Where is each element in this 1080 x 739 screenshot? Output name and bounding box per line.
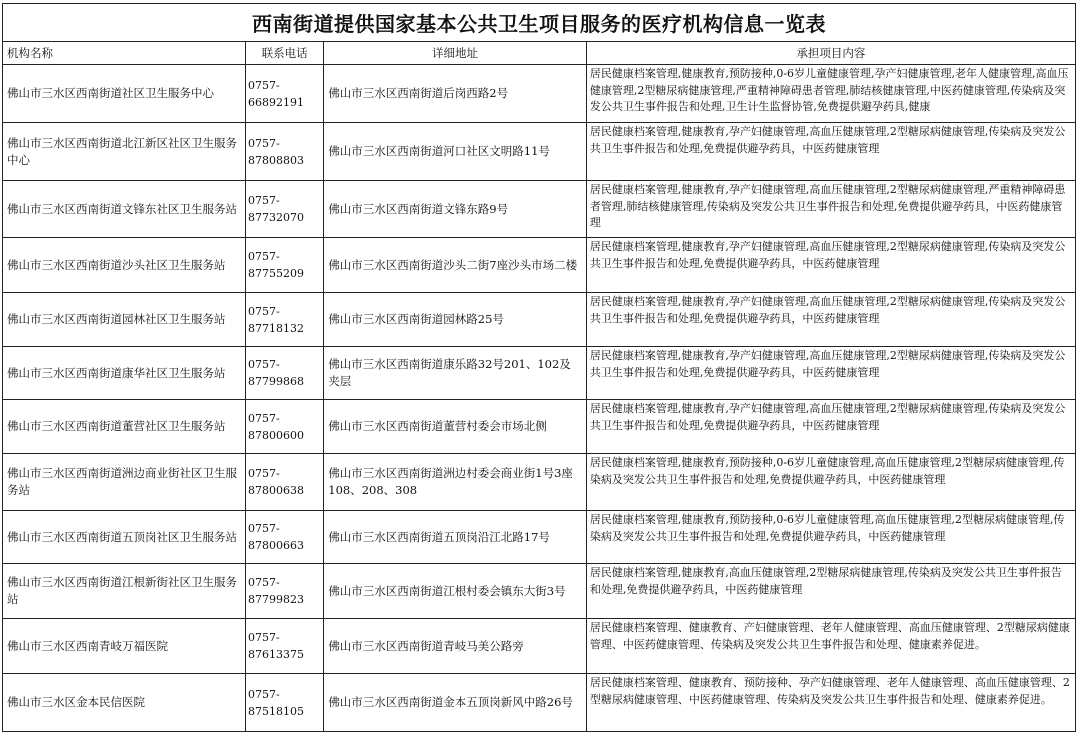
institution-table: [2, 3, 1076, 732]
address-cell: [324, 181, 587, 238]
institution-name-cell-text: 佛山市三水区西南街道社区卫生服务中心: [7, 86, 214, 100]
table-row: [3, 347, 1076, 400]
address-cell: [324, 293, 587, 347]
phone-cell: [246, 123, 324, 181]
service-content-cell: [586, 181, 1075, 238]
address-cell: [324, 511, 587, 564]
header-institution-name: 机构名称: [3, 42, 246, 65]
institution-name-cell-text: 佛山市三水区西南街道康华社区卫生服务站: [7, 365, 226, 380]
institution-info-sheet: [2, 3, 1076, 732]
institution-name-cell: [3, 293, 246, 347]
table-row: [3, 293, 1076, 347]
service-content-cell: [586, 293, 1075, 347]
institution-name-cell: [3, 65, 246, 123]
service-content-cell: [586, 674, 1075, 732]
institution-name-cell-text: 佛山市三水区西南街道董营社区卫生服务站: [7, 419, 226, 433]
address-cell-text: 佛山市三水区西南街道康乐路32号201、102及夹层: [328, 357, 571, 388]
institution-name-cell-text: 佛山市三水区西南街道五顶岗社区卫生服务站: [7, 529, 237, 544]
address-cell-text: 佛山市三水区西南街道河口社区文明路11号: [328, 144, 550, 158]
service-content-cell: [586, 123, 1075, 181]
institution-name-cell: [3, 400, 246, 454]
institution-name-cell-text: 佛山市三水区西南街道沙头社区卫生服务站: [7, 257, 226, 272]
phone-cell: [246, 181, 324, 238]
phone-cell: [246, 347, 324, 400]
phone-cell-text: 0757-87518105: [248, 687, 305, 718]
service-content-cell-text: 居民健康档案管理,健康教育,孕产妇健康管理,高血压健康管理,2型糖尿病健康管理,传染病及突发公共卫生事件报告和处理,免费提供避孕药具，中医药健康管理: [589, 240, 1066, 270]
institution-name-cell-text: 佛山市三水区西南街道文锋东社区卫生服务站: [7, 201, 237, 216]
header-phone: 联系电话: [246, 42, 324, 65]
institution-name-cell: [3, 123, 246, 181]
title-row: [3, 4, 1076, 42]
address-cell: [324, 619, 587, 674]
phone-cell: [246, 619, 324, 674]
service-content-cell-text: 居民健康档案管理、健康教育、预防接种、孕产妇健康管理、老年人健康管理、高血压健康管理、2型糖尿病健康管理、中医药健康管理、传染病及突发公共卫生事件报告和处理、健康素养促进。: [589, 676, 1070, 706]
address-cell: [324, 400, 587, 454]
institution-name-cell-text: 佛山市三水区西南街道江根新街社区卫生服务站: [7, 575, 237, 606]
service-content-cell-text: 居民健康档案管理,健康教育,孕产妇健康管理,高血压健康管理,2型糖尿病健康管理,传染病及突发公共卫生事件报告和处理,免费提供避孕药具，中医药健康管理: [589, 402, 1066, 432]
phone-cell-text: 0757-87718132: [248, 304, 305, 335]
table-row: [3, 674, 1076, 732]
table-row: [3, 238, 1076, 293]
phone-cell: [246, 293, 324, 347]
institution-name-cell: [3, 238, 246, 293]
institution-name-cell-text: 佛山市三水区西南青岐万福医院: [7, 638, 168, 653]
phone-cell-text: 0757-87808803: [248, 136, 305, 167]
phone-cell-text: 0757-87613375: [248, 631, 305, 661]
address-cell: [324, 347, 587, 400]
phone-cell: [246, 511, 324, 564]
address-cell-text: 佛山市三水区西南街道洲边村委会商业街1号3座108、208、308: [328, 466, 573, 497]
phone-cell-text: 0757-87732070: [248, 194, 305, 224]
service-content-cell: [586, 65, 1075, 123]
table-row: [3, 181, 1076, 238]
table-row: [3, 454, 1076, 511]
service-content-cell-text: 居民健康档案管理,健康教育,孕产妇健康管理,高血压健康管理,2型糖尿病健康管理,传染病及突发公共卫生事件报告和处理,免费提供避孕药具，中医药健康管理: [589, 295, 1066, 325]
service-content-cell-text: 居民健康档案管理,健康教育,预防接种,0-6岁儿童健康管理,孕产妇健康管理,老年人健康管理,高血压健康管理,2型糖尿病健康管理,严重精神障碍患者管理,肺结核健康管理,中医药健康管理,传染病及突发公共卫生事件报告和处理,卫生计生监督协管,免费提供避孕药具,健康: [589, 67, 1069, 113]
service-content-cell-text: 居民健康档案管理,健康教育,孕产妇健康管理,高血压健康管理,2型糖尿病健康管理,传染病及突发公共卫生事件报告和处理,免费提供避孕药具，中医药健康管理: [589, 125, 1066, 155]
phone-cell-text: 0757-87800663: [248, 522, 305, 552]
service-content-cell: [586, 619, 1075, 674]
address-cell-text: 佛山市三水区西南街道园林路25号: [328, 312, 504, 326]
address-cell: [324, 65, 587, 123]
phone-cell: [246, 564, 324, 619]
institution-name-cell: [3, 181, 246, 238]
table-row: [3, 564, 1076, 619]
header-row: [3, 42, 1076, 65]
table-row: [3, 400, 1076, 454]
institution-name-cell: [3, 347, 246, 400]
address-cell: [324, 123, 587, 181]
service-content-cell-text: 居民健康档案管理、健康教育、产妇健康管理、老年人健康管理、高血压健康管理、2型糖尿病健康管理、中医药健康管理、传染病及突发公共卫生事件报告和处理、健康素养促进。: [589, 621, 1070, 651]
address-cell: [324, 238, 587, 293]
service-content-cell-text: 居民健康档案管理,健康教育,孕产妇健康管理,高血压健康管理,2型糖尿病健康管理,严重精神障碍患者管理,肺结核健康管理,传染病及突发公共卫生事件报告和处理,免费提供避孕药具，中医药健康管理: [589, 183, 1066, 229]
phone-cell: [246, 65, 324, 123]
phone-cell-text: 0757-87799823: [248, 576, 305, 606]
address-cell-text: 佛山市三水区西南街道金本五顶岗新风中路26号: [328, 695, 573, 709]
service-content-cell: [586, 238, 1075, 293]
table-row: [3, 511, 1076, 564]
service-content-cell: [586, 511, 1075, 564]
address-cell: [324, 564, 587, 619]
service-content-cell-text: 居民健康档案管理,健康教育,高血压健康管理,2型糖尿病健康管理,传染病及突发公共卫生事件报告和处理,免费提供避孕药具，中医药健康管理: [589, 566, 1062, 596]
address-cell: [324, 674, 587, 732]
institution-name-cell: [3, 619, 246, 674]
phone-cell: [246, 454, 324, 511]
address-cell-text: 佛山市三水区西南街道后岗西路2号: [328, 86, 509, 100]
service-content-cell: [586, 400, 1075, 454]
phone-cell: [246, 238, 324, 293]
header-service-content: 承担项目内容: [586, 42, 1075, 65]
service-content-cell-text: 居民健康档案管理,健康教育,孕产妇健康管理,高血压健康管理,2型糖尿病健康管理,传染病及突发公共卫生事件报告和处理,免费提供避孕药具，中医药健康管理: [589, 349, 1066, 379]
institution-name-cell-text: 佛山市三水区西南街道洲边商业街社区卫生服务站: [7, 466, 237, 497]
phone-cell-text: 0757-87800600: [248, 411, 305, 442]
table-row: [3, 65, 1076, 123]
institution-name-cell-text: 佛山市三水区西南街道北江新区社区卫生服务中心: [7, 135, 237, 167]
phone-cell-text: 0757-87799868: [248, 358, 305, 388]
phone-cell: [246, 674, 324, 732]
phone-cell: [246, 400, 324, 454]
table-row: [3, 123, 1076, 181]
service-content-cell: [586, 347, 1075, 400]
service-content-cell: [586, 454, 1075, 511]
service-content-cell: [586, 564, 1075, 619]
sheet-title: 西南街道提供国家基本公共卫生项目服务的医疗机构信息一览表: [3, 4, 1076, 42]
address-cell-text: 佛山市三水区西南街道董营村委会市场北侧: [328, 419, 547, 433]
address-cell-text: 佛山市三水区西南街道文锋东路9号: [328, 201, 509, 216]
institution-name-cell-text: 佛山市三水区西南街道园林社区卫生服务站: [7, 312, 226, 326]
address-cell-text: 佛山市三水区西南街道青岐马美公路旁: [328, 638, 524, 653]
institution-name-cell-text: 佛山市三水区金本民信医院: [7, 695, 145, 709]
address-cell-text: 佛山市三水区西南街道江根村委会镇东大街3号: [328, 583, 566, 598]
service-content-cell-text: 居民健康档案管理,健康教育,预防接种,0-6岁儿童健康管理,高血压健康管理,2型糖尿病健康管理,传染病及突发公共卫生事件报告和处理,免费提供避孕药具，中医药健康管理: [589, 456, 1065, 486]
phone-cell-text: 0757-66892191: [248, 78, 305, 109]
address-cell: [324, 454, 587, 511]
header-address: 详细地址: [324, 42, 587, 65]
institution-name-cell: [3, 454, 246, 511]
phone-cell-text: 0757-87755209: [248, 250, 305, 280]
phone-cell-text: 0757-87800638: [248, 467, 305, 497]
service-content-cell-text: 居民健康档案管理,健康教育,预防接种,0-6岁儿童健康管理,高血压健康管理,2型糖尿病健康管理,传染病及突发公共卫生事件报告和处理,免费提供避孕药具，中医药健康管理: [589, 513, 1065, 543]
institution-name-cell: [3, 674, 246, 732]
address-cell-text: 佛山市三水区西南街道沙头二街7座沙头市场二楼: [328, 257, 578, 272]
institution-name-cell: [3, 511, 246, 564]
address-cell-text: 佛山市三水区西南街道五顶岗沿江北路17号: [328, 529, 550, 544]
institution-name-cell: [3, 564, 246, 619]
table-row: [3, 619, 1076, 674]
